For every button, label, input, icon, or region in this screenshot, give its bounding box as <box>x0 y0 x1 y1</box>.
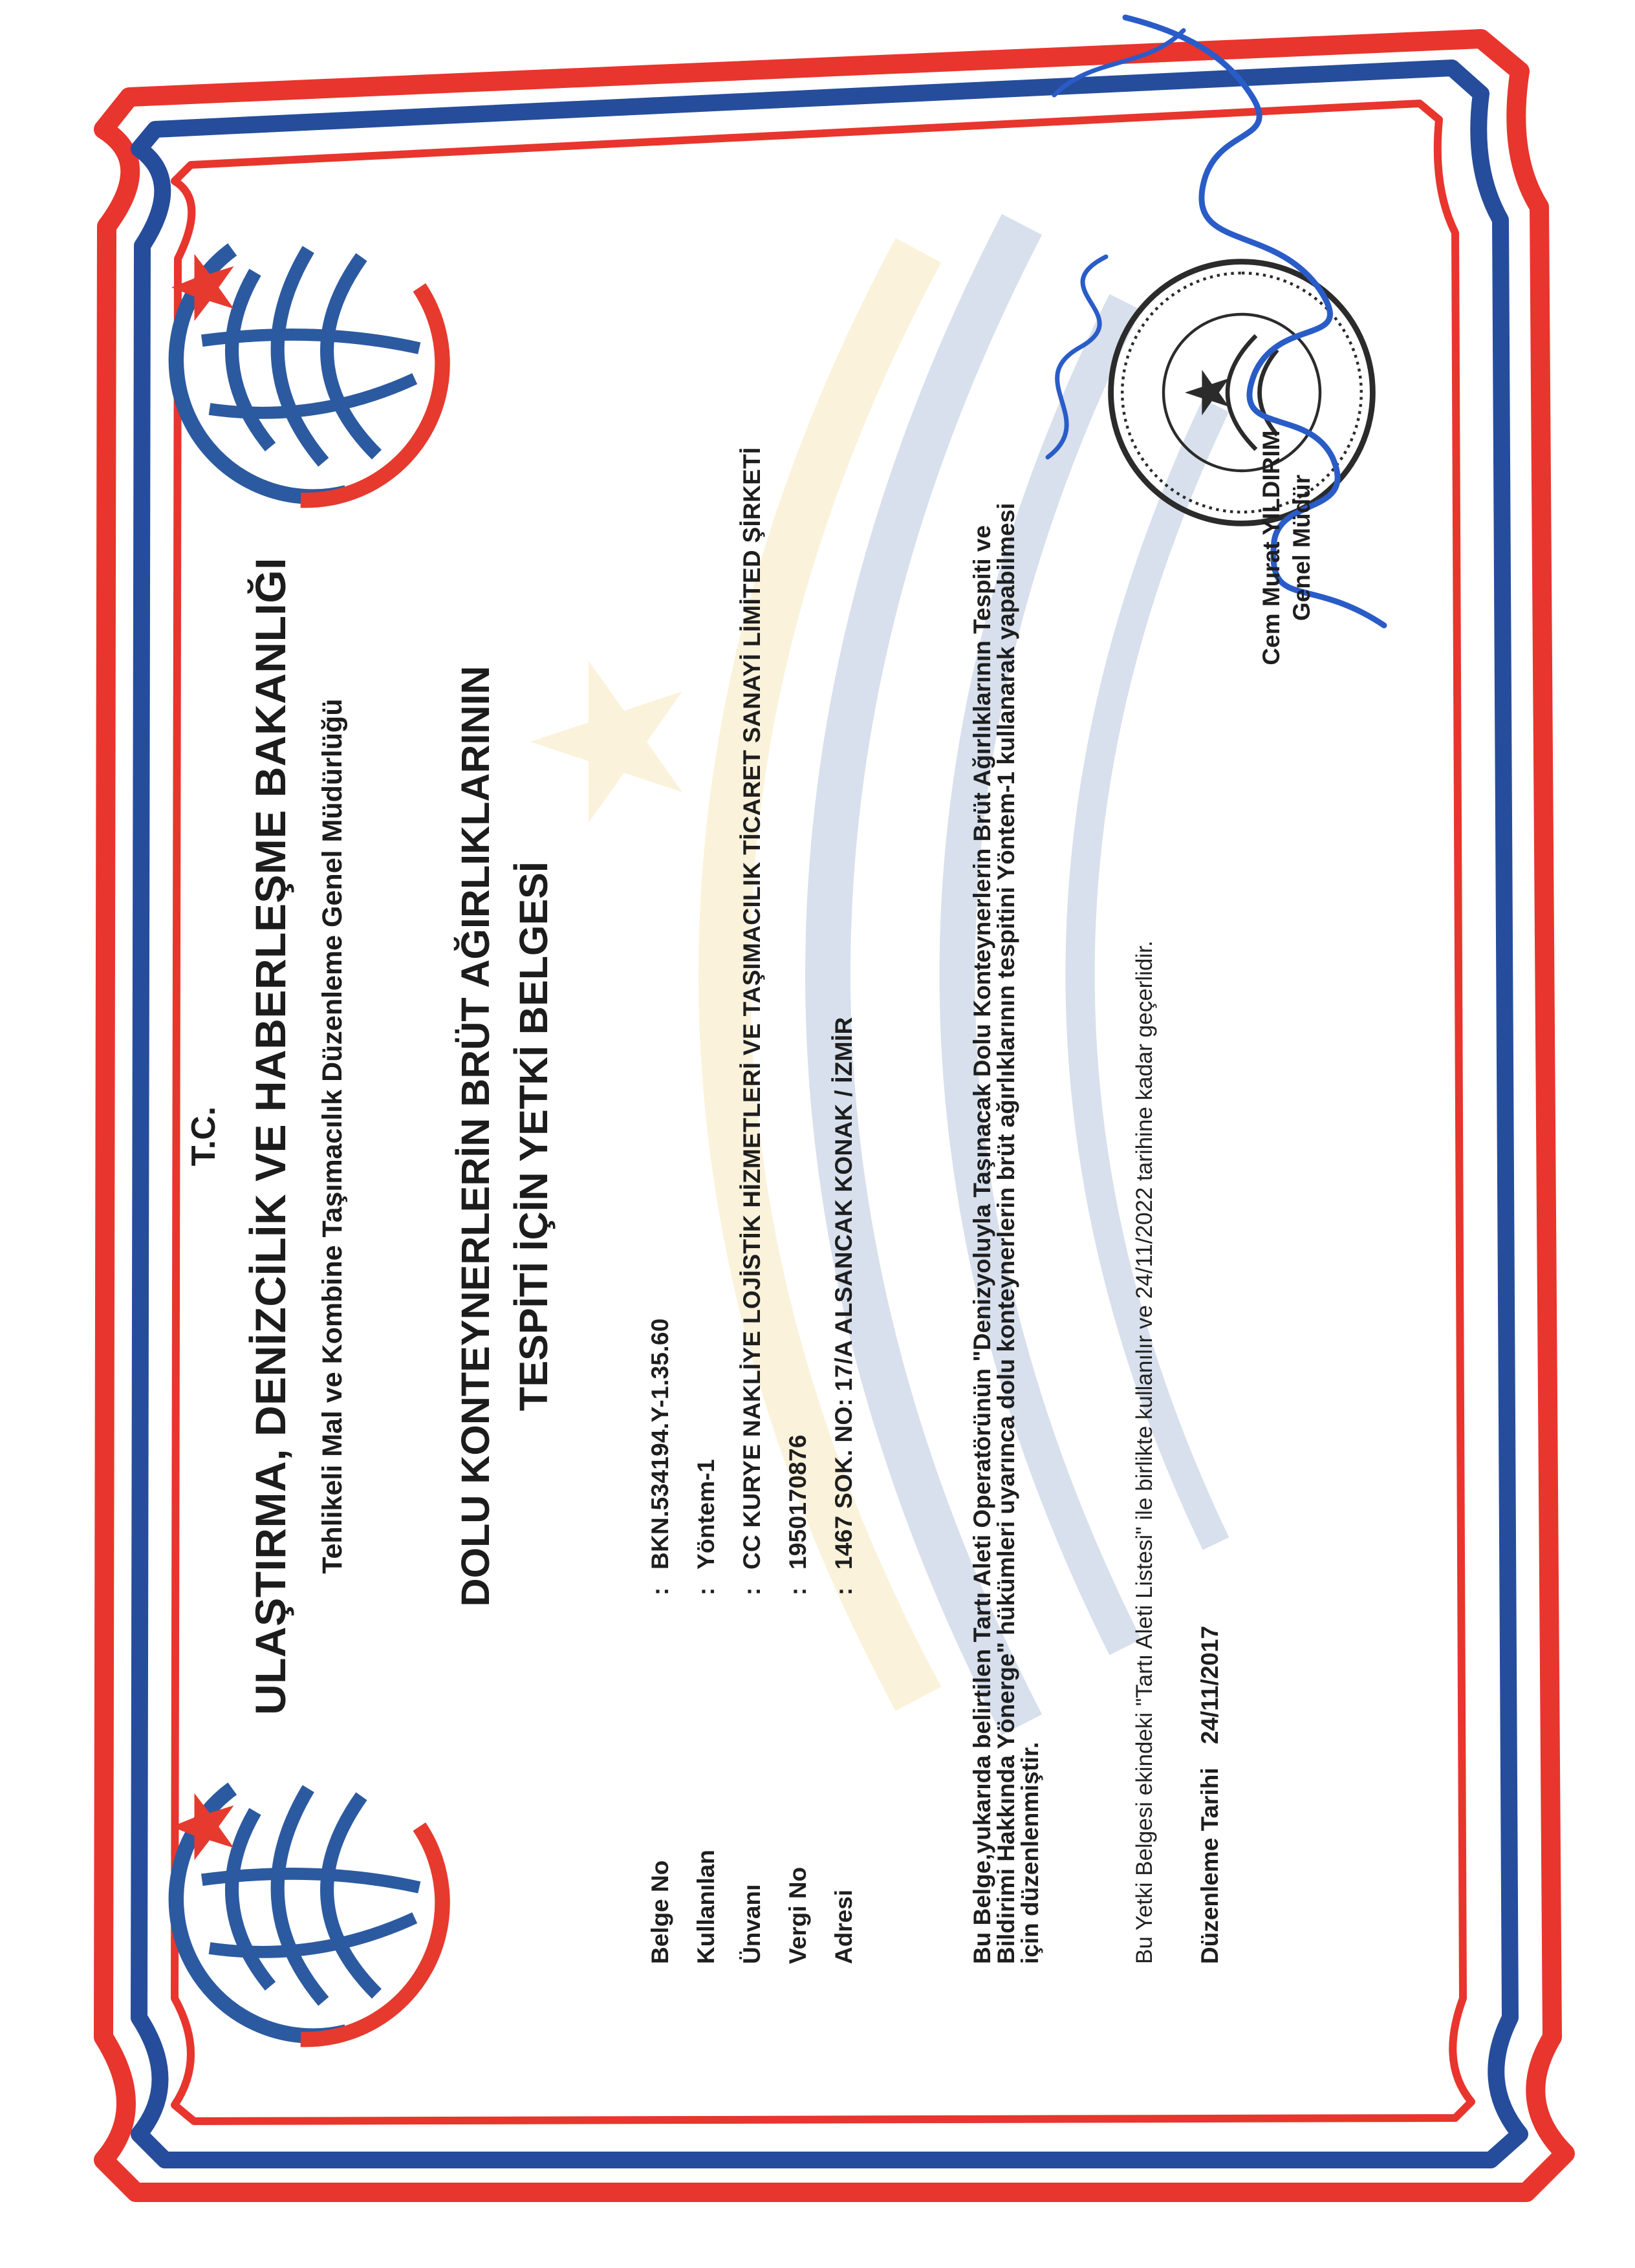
field-separator: : <box>693 1587 719 1595</box>
field-row-vergi-no <box>785 218 830 1964</box>
signatory-name: Cem Murat YILDIRIM <box>1258 430 1284 665</box>
certificate-fields <box>647 218 876 1964</box>
ministry-name: ULAŞTIRMA, DENİZCİLİK VE HABERLEŞME BAKANLIĞI <box>246 557 294 1715</box>
field-separator: : <box>739 1587 765 1595</box>
validity-note: Bu Yetki Belgesi ekindeki "Tartı Aleti Listesi" ile birlikte kullanılır ve 24/11/2022 tarihine kadar geçerlidir. <box>1132 940 1157 1964</box>
field-label: Adresi <box>830 1889 857 1964</box>
issue-date-value: 24/11/2017 <box>1196 1625 1223 1744</box>
field-label: Belge No <box>647 1860 673 1964</box>
field-value: 1467 SOK. NO: 17/A ALSANCAK KONAK / İZMİR <box>830 1017 857 1570</box>
field-row-unvani <box>739 218 785 1964</box>
header-tc: T.C. <box>185 1106 222 1167</box>
statement-line-2: Bildirimi Hakkında Yönerge" hükümleri uyarınca dolu konteynerlerin brüt ağırlıklarının tespitini Yöntem-1 kullanarak yapabilmesi <box>993 502 1019 1964</box>
field-separator: : <box>785 1587 811 1595</box>
department-name: Tehlikeli Mal ve Kombine Taşımacılık Düzenleme Genel Müdürlüğü <box>317 698 348 1574</box>
field-label: Vergi No <box>785 1866 811 1964</box>
field-label: Ünvanı <box>739 1884 765 1964</box>
statement-line-3: için düzenlenmiştir. <box>1017 1742 1043 1964</box>
statement-line-1: Bu Belge,yukarıda belirtilen Tartı Aleti Operatörünün "Denizyoluyla Taşınacak Dolu Konteynerlerin Brüt Ağırlıklarının Tespiti ve <box>969 525 995 1964</box>
field-row-adresi <box>830 218 876 1964</box>
field-row-belge-no <box>647 218 693 1964</box>
field-value: 1950170876 <box>785 1434 811 1570</box>
field-label: Kullanılan <box>693 1850 719 1964</box>
signatory-title: Genel Müdür <box>1288 474 1315 621</box>
document-title-line2: TESPİTİ İÇİN YETKİ BELGESİ <box>512 861 556 1411</box>
field-row-kullanilan <box>693 218 739 1964</box>
signature <box>996 5 1423 651</box>
issue-date-label: Düzenleme Tarihi <box>1196 1767 1223 1964</box>
field-value: Yöntem-1 <box>693 1459 719 1570</box>
field-separator: : <box>647 1587 673 1595</box>
document-title-line1: DOLU KONTEYNERLERİN BRÜT AĞIRLIKLARININ <box>453 665 497 1607</box>
field-value: BKN.534194.Y-1.35.60 <box>647 1318 673 1570</box>
field-value: CC KURYE NAKLİYE LOJİSTİK HİZMETLERİ VE TAŞIMACILIK TİCARET SANAYİ LİMİTED ŞİRKETİ <box>739 447 765 1570</box>
field-separator: : <box>830 1587 857 1595</box>
